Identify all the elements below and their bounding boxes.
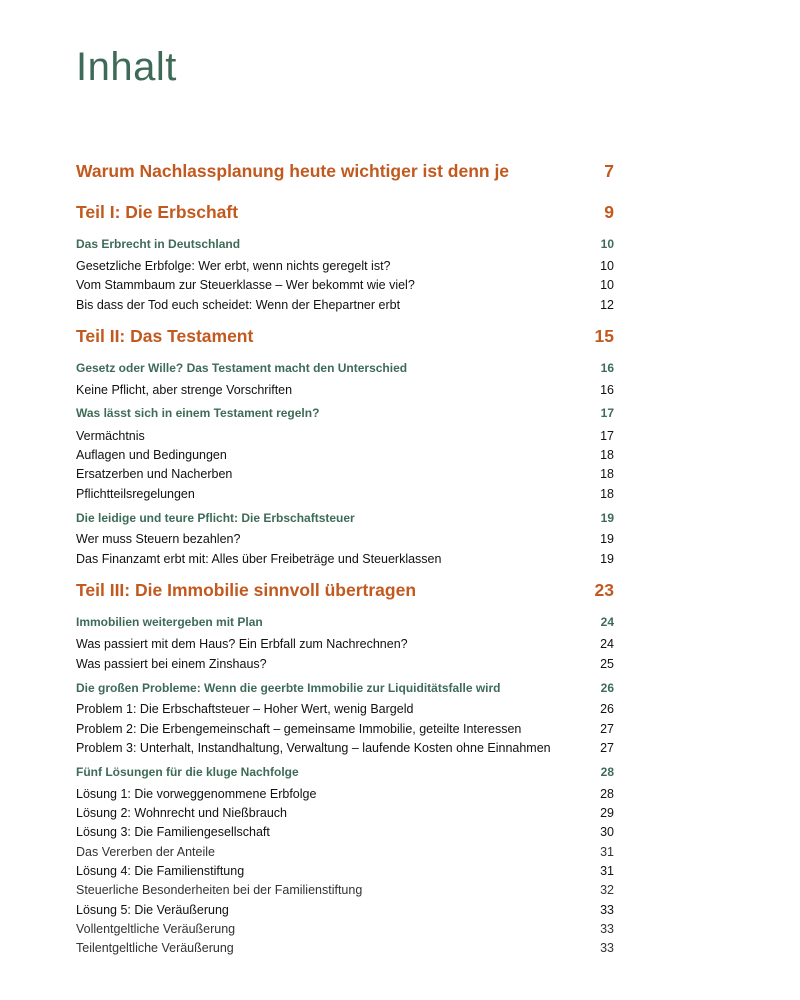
toc-entry[interactable] bbox=[76, 486, 614, 503]
toc-page-number: 10 bbox=[600, 237, 614, 251]
toc-page-number: 10 bbox=[600, 258, 614, 273]
toc-subentry[interactable] bbox=[76, 882, 614, 899]
toc-title: Teil I: Die Erbschaft bbox=[76, 202, 239, 222]
toc-title: Die leidige und teure Pflicht: Die Erbschaftsteuer bbox=[76, 511, 355, 525]
toc-part[interactable] bbox=[76, 200, 614, 224]
toc-title: Fünf Lösungen für die kluge Nachfolge bbox=[76, 765, 299, 779]
toc-page-number: 30 bbox=[600, 824, 614, 839]
toc-title: Was passiert mit dem Haus? Ein Erbfall zum Nachrechnen? bbox=[76, 636, 408, 651]
toc-title: Warum Nachlassplanung heute wichtiger ist denn je bbox=[76, 161, 510, 181]
toc-page-number: 17 bbox=[600, 406, 614, 420]
toc-chapter[interactable] bbox=[76, 614, 614, 630]
toc-title: Gesetzliche Erbfolge: Wer erbt, wenn nichts geregelt ist? bbox=[76, 258, 391, 273]
toc-page-number: 7 bbox=[604, 161, 614, 181]
toc-page-number: 31 bbox=[600, 844, 614, 859]
toc-entry[interactable] bbox=[76, 656, 614, 673]
toc-entry[interactable] bbox=[76, 428, 614, 445]
toc-title: Was passiert bei einem Zinshaus? bbox=[76, 656, 267, 671]
toc-title: Lösung 5: Die Veräußerung bbox=[76, 902, 229, 917]
toc-page-number: 24 bbox=[600, 636, 614, 651]
toc-entry[interactable] bbox=[76, 902, 614, 919]
toc-entry[interactable] bbox=[76, 636, 614, 653]
toc-page-number: 15 bbox=[594, 326, 614, 346]
toc-title: Auflagen und Bedingungen bbox=[76, 447, 227, 462]
toc-page-number: 18 bbox=[600, 447, 614, 462]
toc-entry[interactable] bbox=[76, 382, 614, 399]
toc-part[interactable] bbox=[76, 578, 614, 602]
toc-title: Gesetz oder Wille? Das Testament macht den Unterschied bbox=[76, 361, 408, 375]
toc-title: Vermächtnis bbox=[76, 428, 145, 443]
toc-page-number: 25 bbox=[600, 656, 614, 671]
toc-title: Problem 2: Die Erbengemeinschaft – gemeinsame Immobilie, geteilte Interessen bbox=[76, 721, 522, 736]
toc-title: Problem 1: Die Erbschaftsteuer – Hoher Wert, wenig Bargeld bbox=[76, 701, 414, 716]
toc-title: Steuerliche Besonderheiten bei der Familienstiftung bbox=[76, 882, 363, 897]
toc-title: Problem 3: Unterhalt, Instandhaltung, Verwaltung – laufende Kosten ohne Einnahmen bbox=[76, 740, 551, 755]
toc-page-number: 31 bbox=[600, 863, 614, 878]
toc-page-number: 26 bbox=[600, 701, 614, 716]
toc-entry[interactable] bbox=[76, 531, 614, 548]
toc-page-number: 28 bbox=[600, 786, 614, 801]
toc-title: Teil III: Die Immobilie sinnvoll übertragen bbox=[76, 580, 417, 600]
toc-entry[interactable] bbox=[76, 824, 614, 841]
toc-part[interactable] bbox=[76, 159, 614, 183]
toc-page-number: 19 bbox=[600, 511, 614, 525]
toc-page-number: 12 bbox=[600, 297, 614, 312]
toc-page-number: 23 bbox=[594, 580, 614, 600]
toc-page-number: 18 bbox=[600, 486, 614, 501]
toc-page-number: 16 bbox=[600, 361, 614, 375]
toc-title: Lösung 3: Die Familiengesellschaft bbox=[76, 824, 270, 839]
toc-title: Keine Pflicht, aber strenge Vorschriften bbox=[76, 382, 293, 397]
toc-page-number: 33 bbox=[600, 940, 614, 955]
toc-chapter[interactable] bbox=[76, 360, 614, 376]
toc-subentry[interactable] bbox=[76, 844, 614, 861]
toc-page-number: 16 bbox=[600, 382, 614, 397]
page-title: Inhalt bbox=[76, 44, 177, 89]
toc-page-number: 33 bbox=[600, 921, 614, 936]
toc-subentry[interactable] bbox=[76, 921, 614, 938]
toc-title: Wer muss Steuern bezahlen? bbox=[76, 531, 241, 546]
toc-title: Vom Stammbaum zur Steuerklasse – Wer bekommt wie viel? bbox=[76, 277, 415, 292]
toc-entry[interactable] bbox=[76, 447, 614, 464]
toc-subentry[interactable] bbox=[76, 940, 614, 957]
toc-page-number: 19 bbox=[600, 551, 614, 566]
toc-title: Vollentgeltliche Veräußerung bbox=[76, 921, 236, 936]
toc-page-number: 27 bbox=[600, 740, 614, 755]
toc-chapter[interactable] bbox=[76, 764, 614, 780]
toc-title: Teil II: Das Testament bbox=[76, 326, 254, 346]
toc-entry[interactable] bbox=[76, 701, 614, 718]
toc-chapter[interactable] bbox=[76, 510, 614, 526]
toc-page-number: 9 bbox=[604, 202, 614, 222]
toc-title: Lösung 2: Wohnrecht und Nießbrauch bbox=[76, 805, 288, 820]
toc-entry[interactable] bbox=[76, 740, 614, 757]
toc-entry[interactable] bbox=[76, 551, 614, 568]
toc-part[interactable] bbox=[76, 324, 614, 348]
toc-title: Was lässt sich in einem Testament regeln? bbox=[76, 406, 320, 420]
toc-entry[interactable] bbox=[76, 805, 614, 822]
toc-page-number: 18 bbox=[600, 466, 614, 481]
toc-entry[interactable] bbox=[76, 863, 614, 880]
toc-page-number: 32 bbox=[600, 882, 614, 897]
toc-title: Ersatzerben und Nacherben bbox=[76, 466, 233, 481]
toc-title: Lösung 4: Die Familienstiftung bbox=[76, 863, 245, 878]
toc-page-number: 27 bbox=[600, 721, 614, 736]
toc-entry[interactable] bbox=[76, 258, 614, 275]
toc-page-number: 33 bbox=[600, 902, 614, 917]
toc-entry[interactable] bbox=[76, 466, 614, 483]
toc-title: Teilentgeltliche Veräußerung bbox=[76, 940, 234, 955]
toc-page-number: 24 bbox=[600, 615, 614, 629]
toc-page-number: 10 bbox=[600, 277, 614, 292]
toc-page-number: 28 bbox=[600, 765, 614, 779]
toc-title: Das Vererben der Anteile bbox=[76, 844, 215, 859]
toc-chapter[interactable] bbox=[76, 680, 614, 696]
toc-entry[interactable] bbox=[76, 297, 614, 314]
toc-chapter[interactable] bbox=[76, 236, 614, 252]
toc-page-number: 29 bbox=[600, 805, 614, 820]
toc-title: Das Finanzamt erbt mit: Alles über Freibeträge und Steuerklassen bbox=[76, 551, 442, 566]
toc-title: Pflichtteilsregelungen bbox=[76, 486, 195, 501]
toc-title: Bis dass der Tod euch scheidet: Wenn der Ehepartner erbt bbox=[76, 297, 401, 312]
toc-entry[interactable] bbox=[76, 721, 614, 738]
toc-page-number: 26 bbox=[600, 681, 614, 695]
toc-title: Lösung 1: Die vorweggenommene Erbfolge bbox=[76, 786, 317, 801]
toc-chapter[interactable] bbox=[76, 405, 614, 421]
toc-page-number: 17 bbox=[600, 428, 614, 443]
toc-title: Das Erbrecht in Deutschland bbox=[76, 237, 241, 251]
toc-entry[interactable] bbox=[76, 786, 614, 803]
toc-title: Die großen Probleme: Wenn die geerbte Immobilie zur Liquiditätsfalle wird bbox=[76, 681, 501, 695]
toc-entry[interactable] bbox=[76, 277, 614, 294]
toc-page-number: 19 bbox=[600, 531, 614, 546]
toc-title: Immobilien weitergeben mit Plan bbox=[76, 615, 263, 629]
